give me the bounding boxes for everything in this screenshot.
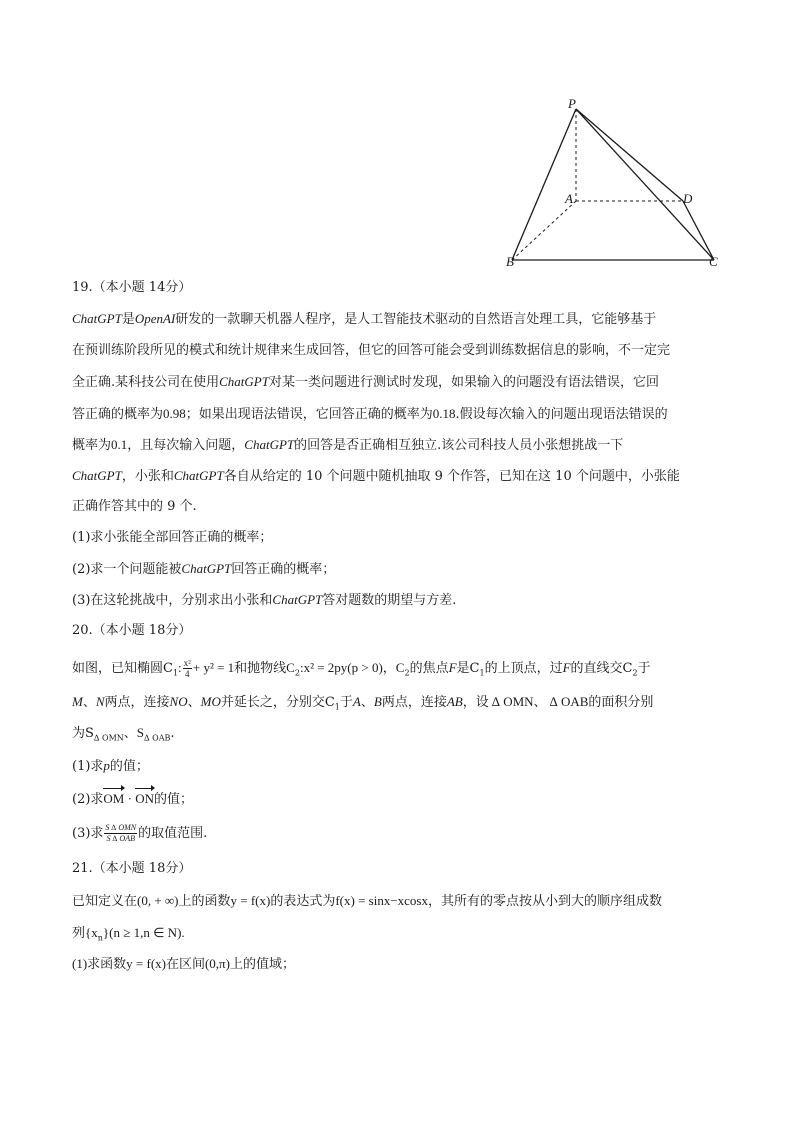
vector-ON: ON: [135, 791, 154, 806]
q19-subquestion-1: (1)求小张能全部回答正确的概率；: [72, 530, 273, 545]
q19-text-line-1: ChatGPT是OpenAI研发的一款聊天机器人程序，是人工智能技术驱动的自然语言处理工具，它能够基于: [72, 311, 657, 327]
q21-header: 21.（本小题 18分）: [72, 861, 192, 876]
q19-subquestion-3: (3)在这轮挑战中，分别求出小张和ChatGPT答对题数的期望与方差.: [72, 592, 457, 608]
edge-PD: [576, 109, 683, 201]
q20-text-line-3: 为$S_{\Delta OMN}$、$S_{\Delta OAB}$.: [72, 725, 175, 743]
q20-header: 20.（本小题 18分）: [72, 623, 192, 638]
pyramid-diagram: [496, 95, 728, 273]
q19-subquestion-2: (2)求一个问题能被ChatGPT回答正确的概率；: [72, 561, 336, 577]
q19-text-line-4: 答正确的概率为0.98；如果出现语法错误，它回答正确的概率为0.18.假设每次输入的问题出现语法错误的: [72, 406, 668, 422]
q21-text-line-2: 列$\{x_n\}(n \ge 1,n$ ∈ N).: [72, 925, 185, 943]
area-ratio-fraction: $\frac{\text{S ∆ OMN}}{\text{S ∆ OAB}}$: [105, 823, 137, 843]
pyramid-figure: [496, 95, 728, 273]
q19-text-line-2: 在预训练阶段所见的模式和统计规律来生成回答，但它的回答可能会受到训练数据信息的影响，不一定完: [72, 343, 671, 358]
vertex-label-D: D: [683, 191, 693, 206]
q21-subquestion-1: (1)求函数y = f(x)在区间(0,π)上的值域；: [72, 956, 295, 971]
vertex-label-P: P: [568, 96, 576, 111]
q19-header: 19.（本小题 14分）: [72, 280, 192, 295]
q19-text-line-5: 概率为0.1，且每次输入问题，ChatGPT的回答是否正确相互独立.该公司科技人员小张想挑战一下: [72, 437, 624, 453]
q20-text-line-1: 如图，已知椭圆$C_1$: $\frac{\text{x²}}{4}$ + y² = 1和抛物线$C_2:x^2 = 2py(p > 0)$，$C_2$的焦点F是$C_1$的上顶点，过F的直线交$C_2$于: [72, 658, 651, 679]
q21-text-line-1: 已知定义在(0, + ∞)上的函数y = f(x)的表达式为f(x) = sinx−xcosx，其所有的零点按从小到大的顺序组成数: [72, 893, 662, 909]
edge-PC: [576, 109, 714, 260]
q19-text-line-3: 全正确.某科技公司在使用ChatGPT对某一类问题进行测试时发现，如果输入的问题没有语法错误，它回: [72, 374, 659, 390]
ellipse-fraction: $\frac{\text{x²}}{4}$: [183, 658, 191, 679]
q20-subquestion-3: (3)求 $\frac{\text{S ∆ OMN}}{\text{S ∆ OAB}}$ 的取值范围.: [72, 823, 208, 843]
edge-AB-hidden: [512, 201, 576, 260]
q19-text-line-6: ChatGPT，小张和ChatGPT各自从给定的 10 个问题中随机抽取 9 个作答，已知在这 10 个问题中，小张能: [72, 468, 680, 484]
vertex-label-C: C: [709, 254, 718, 269]
q19-text-line-7: 正确作答其中的 9 个.: [72, 499, 197, 514]
vector-OM: OM: [103, 791, 125, 806]
vertex-label-A: A: [565, 191, 573, 206]
q20-subquestion-2: (2)求OM · ON的值；: [72, 791, 194, 807]
vertex-label-B: B: [506, 254, 514, 269]
q20-text-line-2: M、N两点，连接NO、MO并延长之，分别交$C_1$于A、B两点，连接AB，设 ∆ OMN、 ∆ OAB的面积分别: [72, 694, 654, 712]
edge-PB: [512, 109, 576, 260]
q20-subquestion-1: (1)求p的值；: [72, 758, 149, 774]
